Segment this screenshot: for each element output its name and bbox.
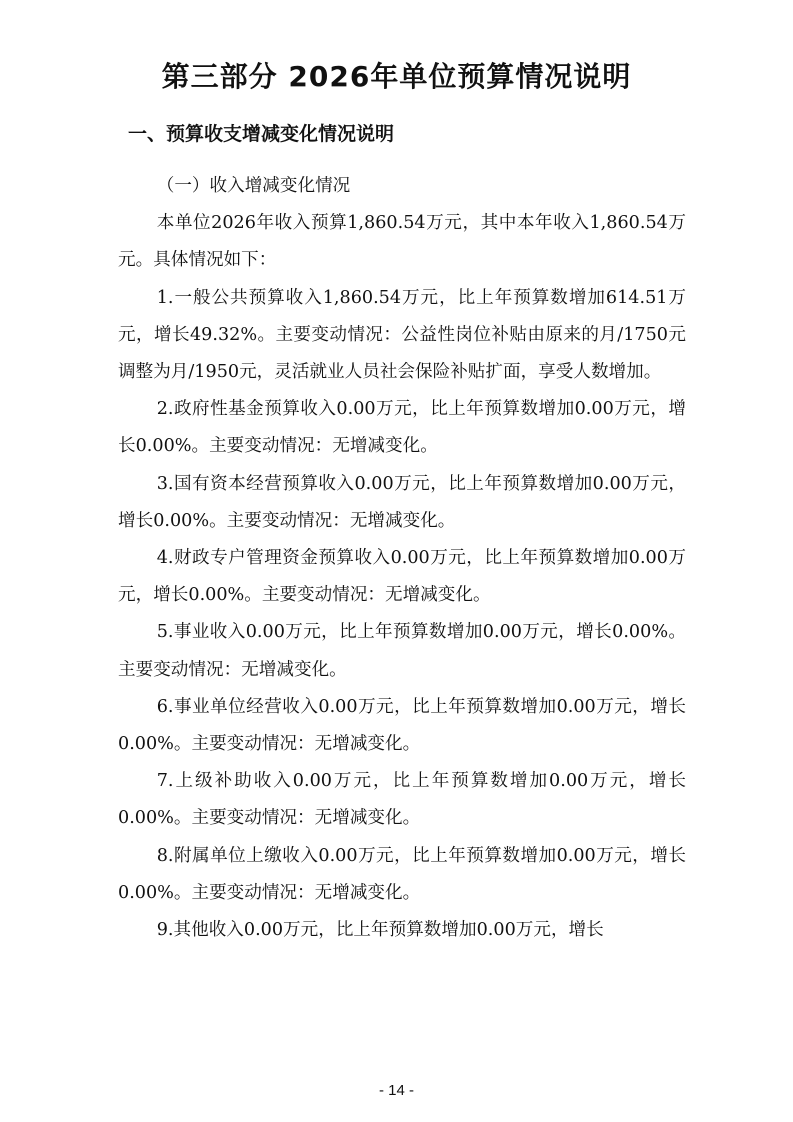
page-number: - 14 -	[378, 1082, 414, 1099]
section-heading: 一、预算收支增减变化情况说明	[128, 123, 395, 145]
paragraph-item-4: 4.财政专户管理资金预算收入0.00万元，比上年预算数增加0.00万元，增长0.00%。主要变动情况：无增减变化。	[118, 548, 686, 606]
paragraph-item-8: 8.附属单位上缴收入0.00万元，比上年预算数增加0.00万元，增长0.00%。主要变动情况：无增减变化。	[118, 845, 686, 903]
paragraph-item-3: 3.国有资本经营预算收入0.00万元，比上年预算数增加0.00万元，增长0.00%。主要变动情况：无增减变化。	[118, 473, 686, 531]
paragraph-item-5: 5.事业收入0.00万元，比上年预算数增加0.00万元，增长0.00%。主要变动情况：无增减变化。	[118, 622, 686, 680]
paragraph-summary: 本单位2026年收入预算1,860.54万元，其中本年收入1,860.54万元。具体情况如下：	[118, 213, 686, 271]
paragraph-item-9: 9.其他收入0.00万元，比上年预算数增加0.00万元，增长	[156, 920, 604, 941]
paragraph-item-1: 1.一般公共预算收入1,860.54万元，比上年预算数增加614.51万元，增长49.32%。主要变动情况：公益性岗位补贴由原来的月/1750元调整为月/1950元，灵活就业人员社会保险补贴扩面，享受人数增加。	[118, 287, 686, 383]
document-body	[118, 168, 686, 949]
page-title: 第三部分 2026年单位预算情况说明	[161, 60, 632, 93]
paragraph-item-2: 2.政府性基金预算收入0.00万元，比上年预算数增加0.00万元，增长0.00%。主要变动情况：无增减变化。	[118, 399, 686, 457]
paragraph-item-6: 6.事业单位经营收入0.00万元，比上年预算数增加0.00万元，增长0.00%。主要变动情况：无增减变化。	[118, 696, 686, 755]
subsection-heading: （一）收入增减变化情况	[156, 176, 351, 196]
paragraph-item-7: 7.上级补助收入0.00万元，比上年预算数增加0.00万元，增长0.00%。主要变动情况：无增减变化。	[118, 771, 686, 829]
